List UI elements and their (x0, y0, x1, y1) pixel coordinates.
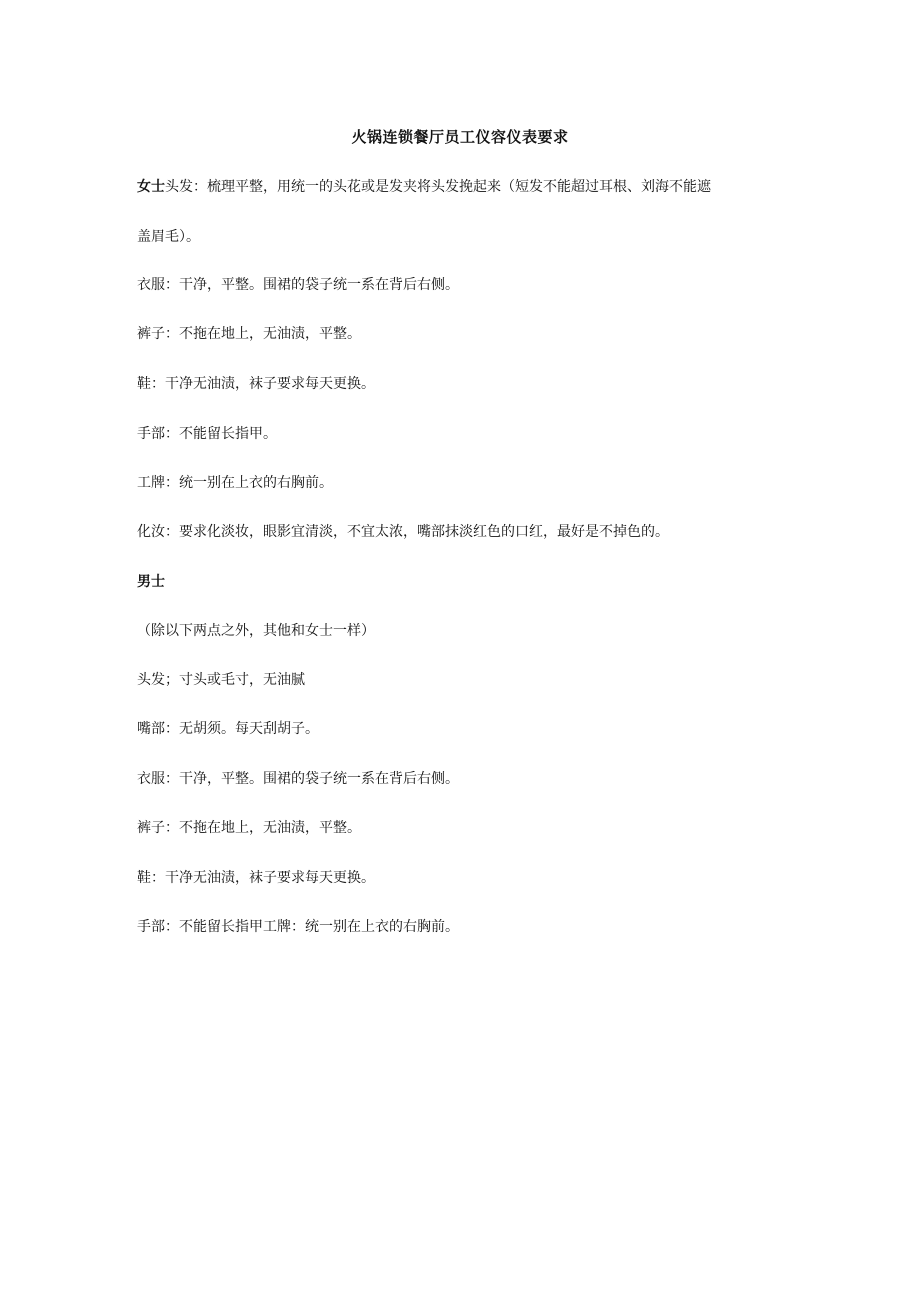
men-pants: 裤子：不拖在地上，无油渍，平整。 (137, 820, 361, 836)
women-shoes: 鞋：干净无油渍，袜子要求每天更换。 (137, 376, 375, 392)
women-hair-line (137, 176, 797, 198)
men-mouth: 嘴部：无胡须。每天刮胡子。 (137, 721, 319, 737)
men-heading: 男士 (137, 574, 165, 590)
women-pants: 裤子：不拖在地上，无油渍，平整。 (137, 326, 361, 342)
women-clothes: 衣服：干净，平整。围裙的袋子统一系在背后右侧。 (137, 277, 459, 293)
men-shoes: 鞋：干净无油渍，袜子要求每天更换。 (137, 870, 375, 886)
men-hands-badge: 手部：不能留长指甲工牌：统一别在上衣的右胸前。 (137, 919, 459, 935)
women-makeup: 化汝：要求化淡妆，眼影宜清淡，不宜太浓，嘴部抹淡红色的口红，最好是不掉色的。 (137, 524, 669, 540)
women-heading: 女士 (137, 179, 165, 195)
women-hair-text: 头发：梳理平整，用统一的头花或是发夹将头发挽起来（短发不能超过耳根、刘海不能遮 (165, 179, 711, 195)
men-hair: 头发；寸头或毛寸，无油腻 (137, 672, 305, 688)
women-badge: 工牌：统一别在上衣的右胸前。 (137, 475, 333, 491)
women-hands: 手部：不能留长指甲。 (137, 426, 277, 442)
document-title: 火锅连锁餐厅员工仪容仪表要求 (351, 128, 569, 146)
men-note: （除以下两点之外，其他和女士一样） (137, 623, 375, 639)
men-clothes: 衣服：干净，平整。围裙的袋子统一系在背后右侧。 (137, 771, 459, 787)
women-hair-continued: 盖眉毛）。 (137, 229, 200, 245)
